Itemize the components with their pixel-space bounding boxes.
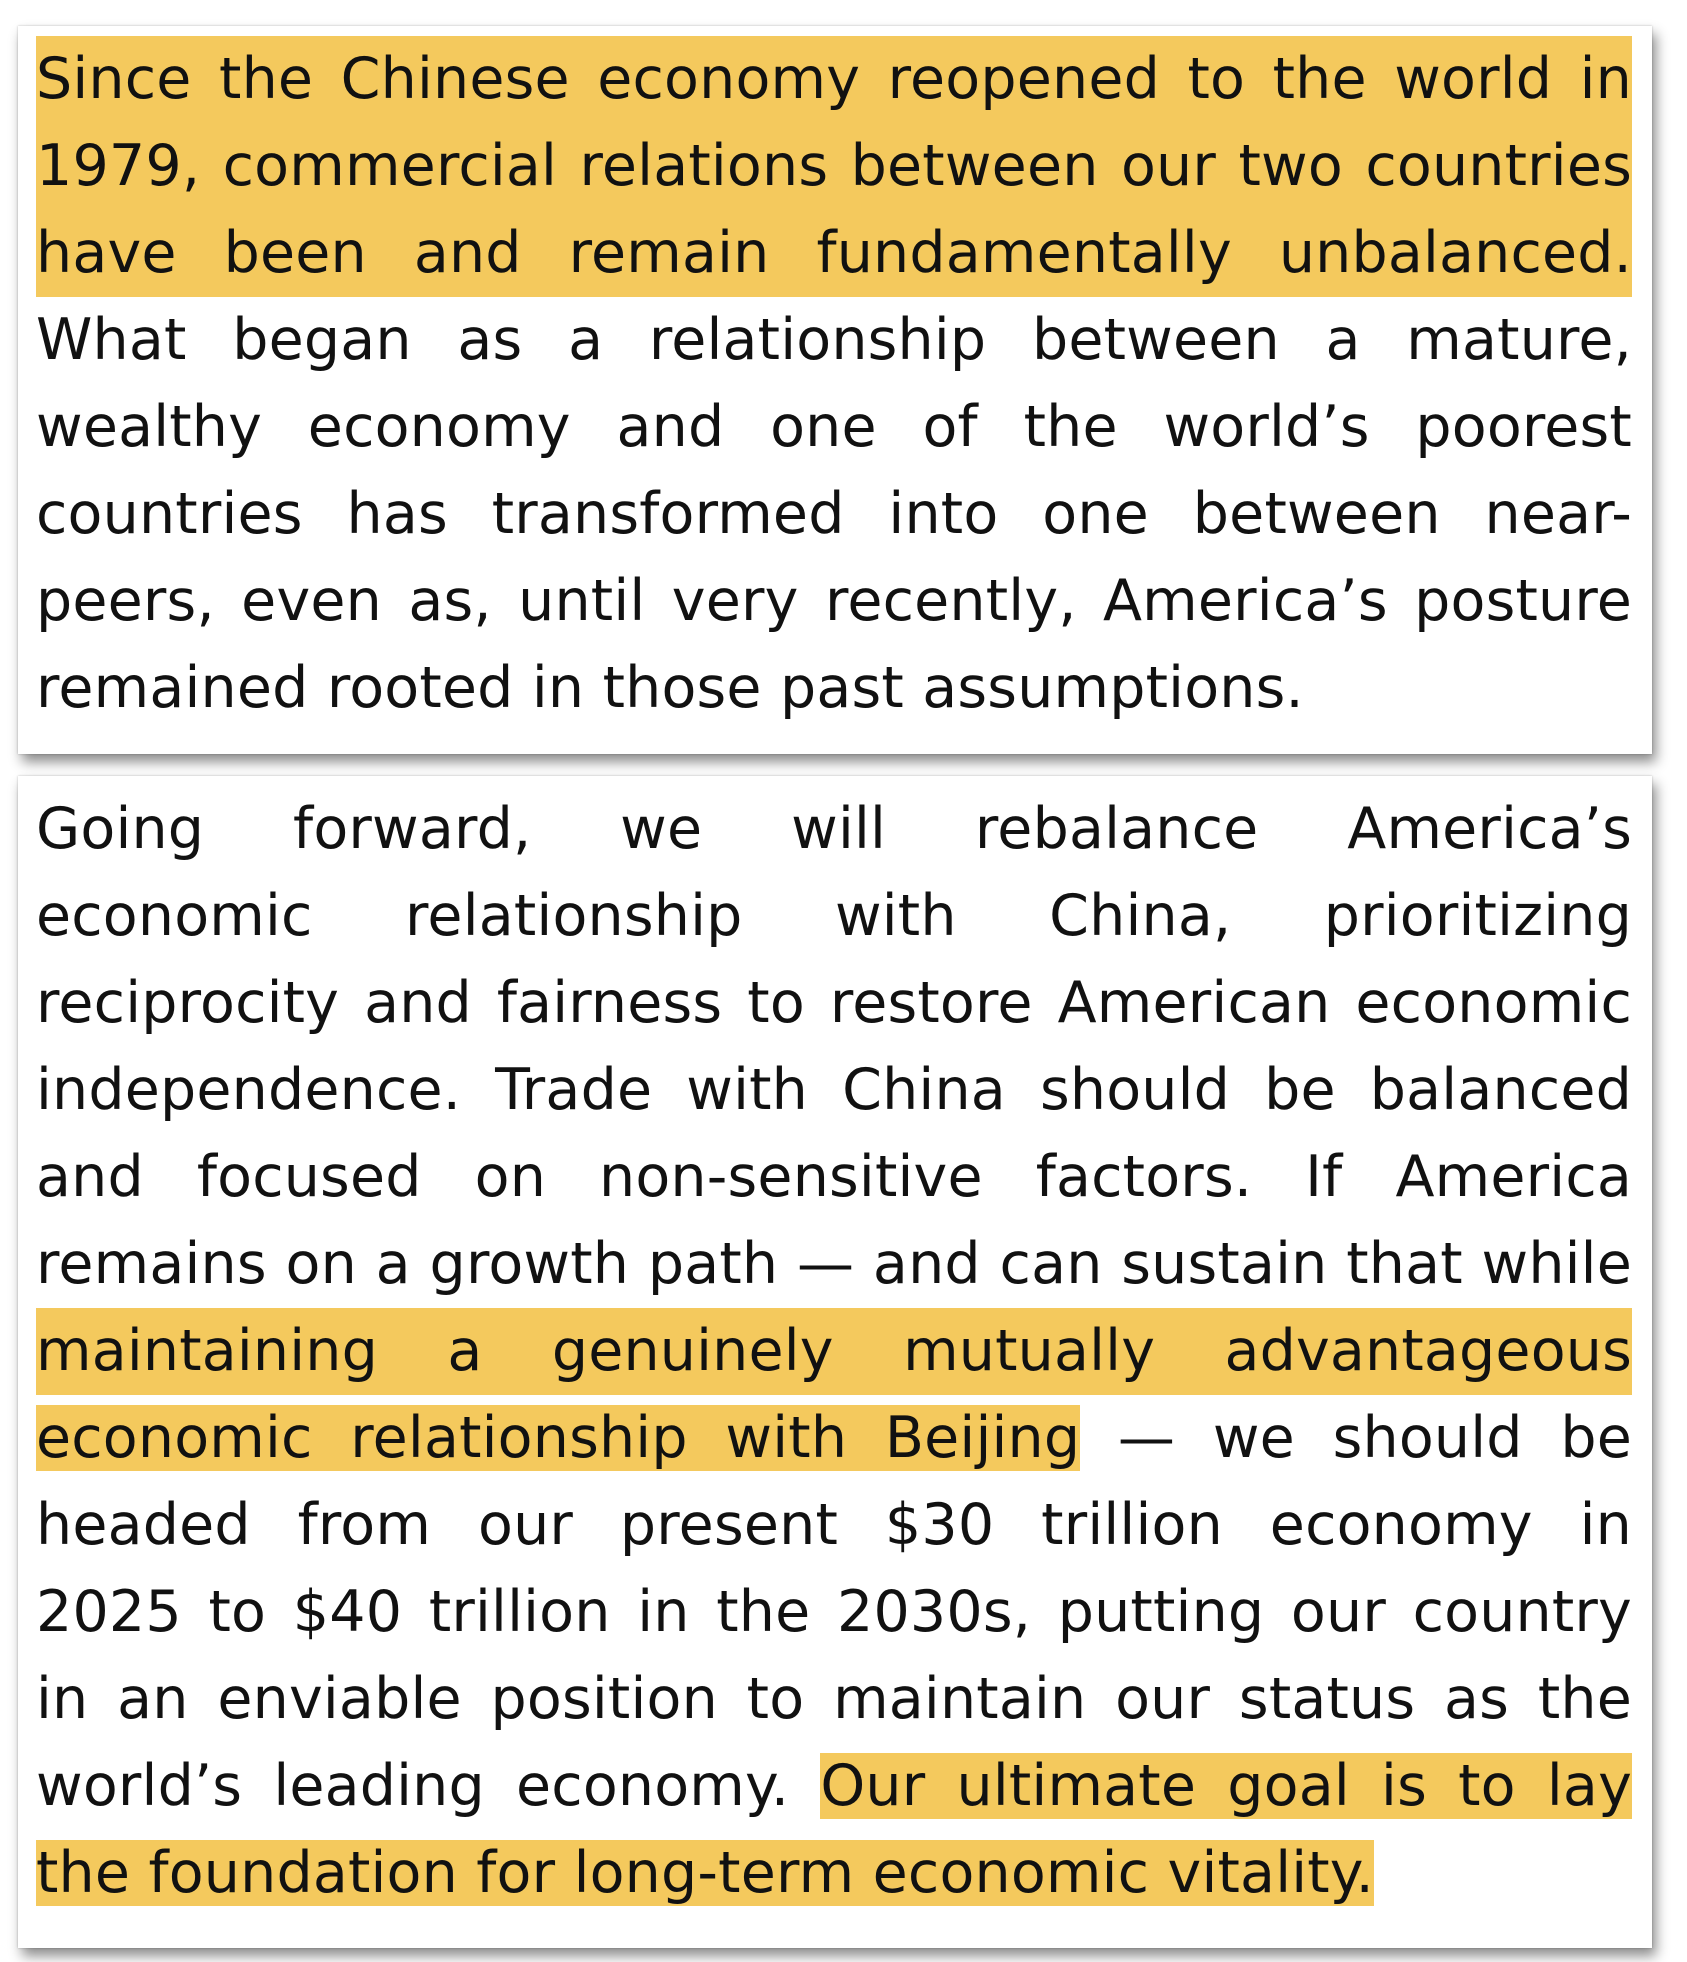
excerpt-1-line-2: 1979, commercial relations between our two countries <box>36 123 1632 210</box>
excerpt-2-line-4: independence. Trade with China should be balanced <box>36 1057 1632 1123</box>
excerpt-2-line-9: headed from our present $30 trillion economy in <box>36 1492 1632 1558</box>
excerpt-2-line-8 <box>36 1395 1632 1482</box>
highlight-span: the foundation for long-term economic vitality. <box>36 1840 1374 1906</box>
highlight-span: Our ultimate goal is to lay <box>820 1753 1632 1819</box>
excerpt-2-line-2: economic relationship with China, prioritizing <box>36 883 1632 949</box>
excerpt-1-line-5: wealthy economy and one of the world’s poorest <box>36 394 1632 460</box>
excerpt-2-line-5: and focused on non-sensitive factors. If America <box>36 1144 1632 1210</box>
excerpt-2-line-11: in an enviable position to maintain our status as the <box>36 1666 1632 1732</box>
excerpt-clipping-2 <box>18 776 1652 1948</box>
torn-edge <box>18 1938 1652 1948</box>
highlight-span: economic relationship with Beijing <box>36 1405 1081 1471</box>
excerpt-1-line-6: countries has transformed into one between near- <box>36 481 1632 547</box>
plain-span: world’s leading economy. <box>36 1753 821 1819</box>
excerpt-clipping-1 <box>18 26 1652 754</box>
excerpt-1-line-4: What began as a relationship between a mature, <box>36 307 1632 373</box>
excerpt-2-line-12 <box>36 1743 1632 1830</box>
excerpt-1-line-3: have been and remain fundamentally unbalanced. <box>36 210 1632 297</box>
excerpt-2-line-7-highlighted: maintaining a genuinely mutually advantageous <box>36 1308 1632 1395</box>
excerpt-2-line-6: remains on a growth path — and can sustain that while <box>36 1231 1632 1297</box>
plain-span: — we should be <box>1080 1405 1632 1471</box>
excerpt-1-line-7: peers, even as, until very recently, America’s posture <box>36 568 1632 634</box>
excerpt-1-line-8: remained rooted in those past assumptions. <box>36 655 1304 721</box>
excerpt-1-line-1: Since the Chinese economy reopened to the world in <box>36 36 1632 123</box>
excerpt-2-line-13 <box>36 1830 1632 1917</box>
excerpt-2-line-1: Going forward, we will rebalance America’s <box>36 796 1632 862</box>
torn-edge <box>18 744 1652 754</box>
excerpt-2-line-3: reciprocity and fairness to restore American economic <box>36 970 1632 1036</box>
excerpt-2-line-10: 2025 to $40 trillion in the 2030s, putting our country <box>36 1579 1632 1645</box>
